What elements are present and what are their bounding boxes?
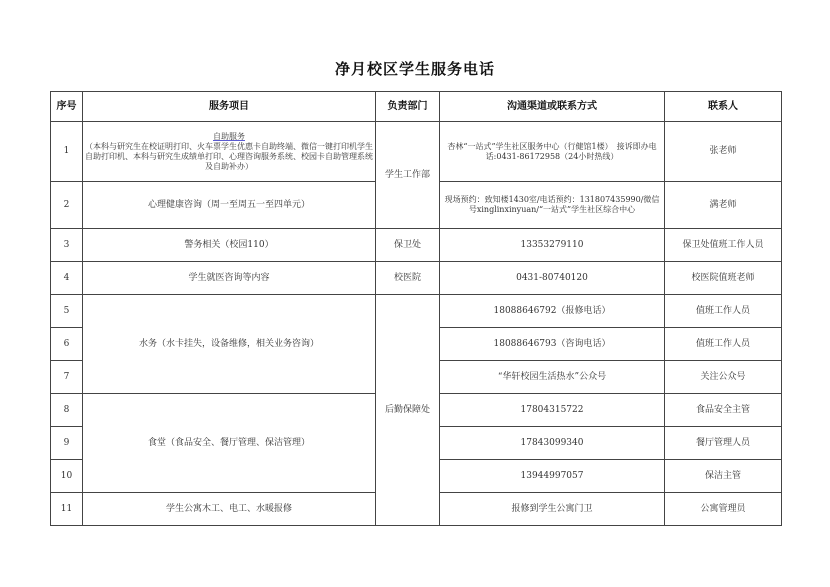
- row-channel: 17843099340: [440, 427, 665, 460]
- row-no: 3: [51, 229, 83, 262]
- row-channel: 18088646793（咨询电话）: [440, 328, 665, 361]
- row-channel: “华轩校园生活热水”公众号: [440, 361, 665, 394]
- row-contact: 保卫处值班工作人员: [665, 229, 782, 262]
- row-channel: 18088646792（报修电话）: [440, 295, 665, 328]
- row-no: 4: [51, 262, 83, 295]
- row-contact: 餐厅管理人员: [665, 427, 782, 460]
- row-service: 心理健康咨询（周一至周五一至四单元）: [83, 182, 376, 229]
- row-channel: 17804315722: [440, 394, 665, 427]
- page-title: 净月校区学生服务电话: [334, 60, 495, 78]
- header-channel: 沟通渠道或联系方式: [440, 92, 665, 122]
- row-service-water: 水务（水卡挂失，设备维修，相关业务咨询）: [83, 295, 376, 394]
- header-no: 序号: [51, 92, 83, 122]
- row-contact: 满老师: [665, 182, 782, 229]
- row-no: 5: [51, 295, 83, 328]
- row-no: 9: [51, 427, 83, 460]
- row-no: 6: [51, 328, 83, 361]
- row-channel: 13353279110: [440, 229, 665, 262]
- header-contact: 联系人: [665, 92, 782, 122]
- header-dept: 负责部门: [376, 92, 440, 122]
- row-service-canteen: 食堂（食品安全、餐厅管理、保洁管理）: [83, 394, 376, 493]
- row-dept-logistics: 后勤保障处: [376, 295, 440, 526]
- row-no: 11: [51, 493, 83, 526]
- service-title: 自助服务: [213, 131, 245, 141]
- row-dept: 保卫处: [376, 229, 440, 262]
- row-contact: 校医院值班老师: [665, 262, 782, 295]
- row-dept: 校医院: [376, 262, 440, 295]
- row-channel: 13944997057: [440, 460, 665, 493]
- table-row: [51, 122, 782, 182]
- row-contact: 公寓管理员: [665, 493, 782, 526]
- row-contact: 值班工作人员: [665, 328, 782, 361]
- row-contact: 张老师: [665, 122, 782, 182]
- row-channel: 现场预约：致知楼1430室/电话预约：131807435990/微信号xinglinxinyuan/“一站式”学生社区综合中心: [440, 182, 665, 229]
- row-dept: 学生工作部: [376, 122, 440, 229]
- row-contact: 保洁主管: [665, 460, 782, 493]
- row-channel: 0431-80740120: [440, 262, 665, 295]
- row-service: 学生公寓木工、电工、水暖报修: [83, 493, 376, 526]
- row-service: 学生就医咨询等内容: [83, 262, 376, 295]
- table-row: [51, 229, 782, 262]
- row-channel: 杏林“一站式”学生社区服务中心（行健馆1楼） 接诉即办电话:0431-86172958（24小时热线）: [440, 122, 665, 182]
- row-no: 1: [51, 122, 83, 182]
- service-phone-table: [50, 91, 782, 526]
- table-row: [51, 295, 782, 328]
- service-detail: （本科与研究生在校证明打印、火车票学生优惠卡自助终端、微信一键打印机学生自助打印机、本科与研究生成绩单打印、心理咨询服务系统、校园卡自助管理系统及自助补办）: [85, 141, 373, 171]
- row-contact: 关注公众号: [665, 361, 782, 394]
- row-service: 警务相关（校园110）: [83, 229, 376, 262]
- table-row: [51, 262, 782, 295]
- row-no: 7: [51, 361, 83, 394]
- row-channel: 报修到学生公寓门卫: [440, 493, 665, 526]
- row-service: [83, 122, 376, 182]
- row-contact: 食品安全主管: [665, 394, 782, 427]
- row-no: 2: [51, 182, 83, 229]
- row-no: 10: [51, 460, 83, 493]
- table-header-row: [51, 92, 782, 122]
- header-service: 服务项目: [83, 92, 376, 122]
- row-no: 8: [51, 394, 83, 427]
- row-contact: 值班工作人员: [665, 295, 782, 328]
